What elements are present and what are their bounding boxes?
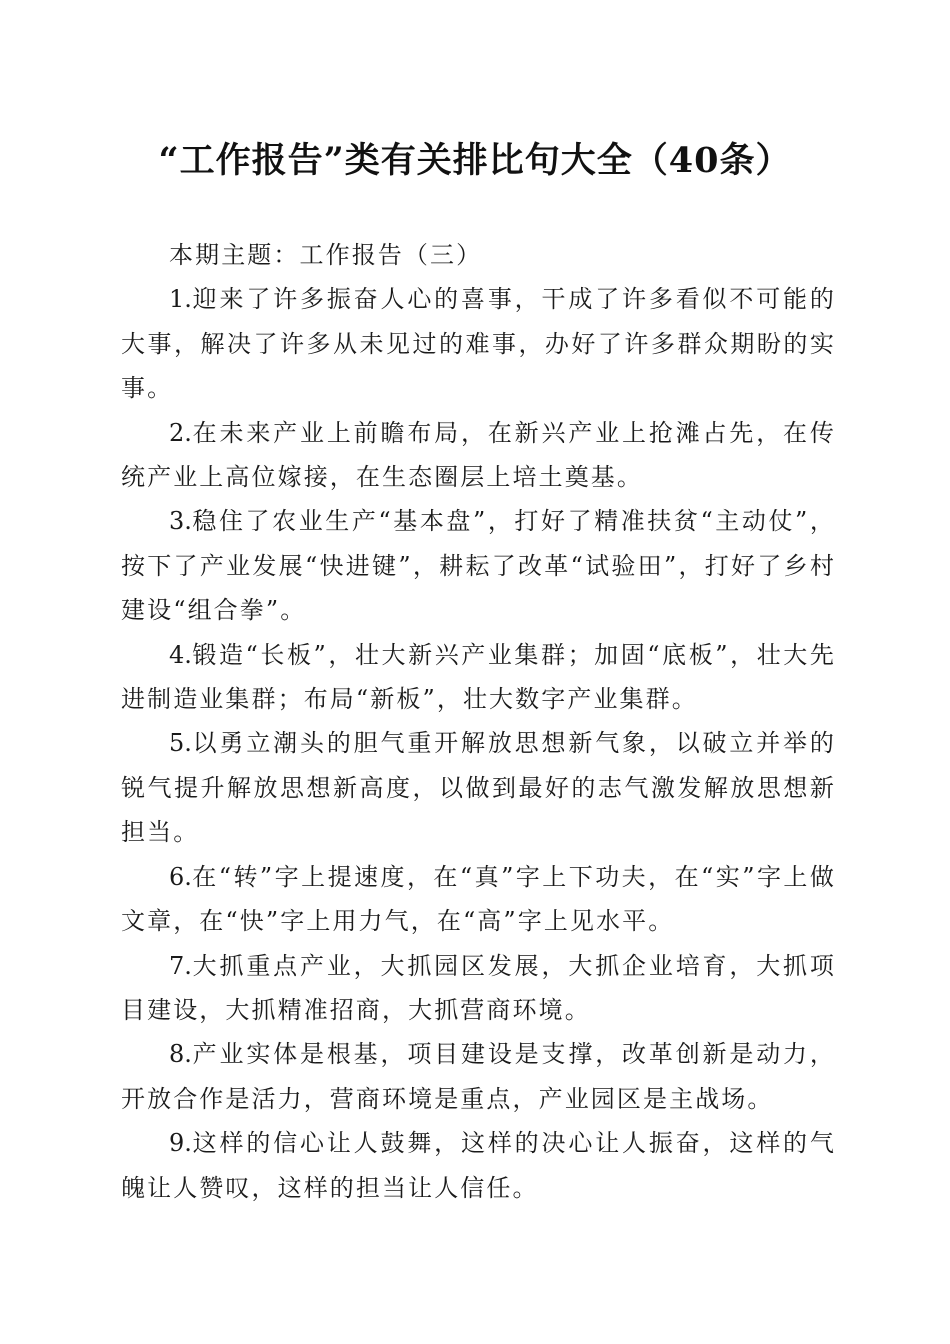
list-item xyxy=(121,1121,836,1210)
list-item xyxy=(121,944,836,1033)
item-number: 2. xyxy=(169,418,192,447)
item-number: 6. xyxy=(169,862,192,891)
list-item xyxy=(121,499,836,632)
item-number: 9. xyxy=(169,1129,192,1158)
item-number: 4. xyxy=(169,640,192,669)
item-text: 在未来产业上前瞻布局，在新兴产业上抢滩占先，在传统产业上高位嫁接，在生态圈层上培土奠基。 xyxy=(121,418,836,492)
list-item xyxy=(121,411,836,500)
item-number: 5. xyxy=(169,729,192,758)
document-subtitle: 本期主题：工作报告（三） xyxy=(169,241,483,269)
list-item xyxy=(121,1032,836,1121)
item-text: 稳住了农业生产“基本盘”，打好了精准扶贫“主动仗”，按下了产业发展“快进键”，耕耘了改革“试验田”，打好了乡村建设“组合拳”。 xyxy=(121,507,836,625)
item-text: 迎来了许多振奋人心的喜事，干成了许多看似不可能的大事，解决了许多从未见过的难事，办好了许多群众期盼的实事。 xyxy=(121,285,836,403)
document-title: “工作报告”类有关排比句大全（40条） xyxy=(158,140,792,181)
document-body xyxy=(121,233,836,1210)
list-item xyxy=(121,277,836,410)
item-number: 1. xyxy=(169,285,192,314)
item-text: 这样的信心让人鼓舞，这样的决心让人振奋，这样的气魄让人赞叹，这样的担当让人信任。 xyxy=(121,1129,836,1202)
item-number: 8. xyxy=(169,1040,192,1069)
item-text: 产业实体是根基，项目建设是支撑，改革创新是动力，开放合作是活力，营商环境是重点，产业园区是主战场。 xyxy=(121,1040,836,1113)
list-item xyxy=(121,721,836,854)
item-text: 锻造“长板”，壮大新兴产业集群；加固“底板”，壮大先进制造业集群；布局“新板”，壮大数字产业集群。 xyxy=(121,640,836,714)
item-number: 7. xyxy=(169,951,192,980)
list-item xyxy=(121,855,836,944)
item-text: 在“转”字上提速度，在“真”字上下功夫，在“实”字上做文章，在“快”字上用力气，在“高”字上见水平。 xyxy=(121,862,836,936)
item-text: 以勇立潮头的胆气重开解放思想新气象，以破立并举的锐气提升解放思想新高度，以做到最好的志气激发解放思想新担当。 xyxy=(121,729,836,847)
item-text: 大抓重点产业，大抓园区发展，大抓企业培育，大抓项目建设，大抓精准招商，大抓营商环境。 xyxy=(121,951,836,1024)
list-item xyxy=(121,633,836,722)
item-number: 3. xyxy=(169,507,192,536)
